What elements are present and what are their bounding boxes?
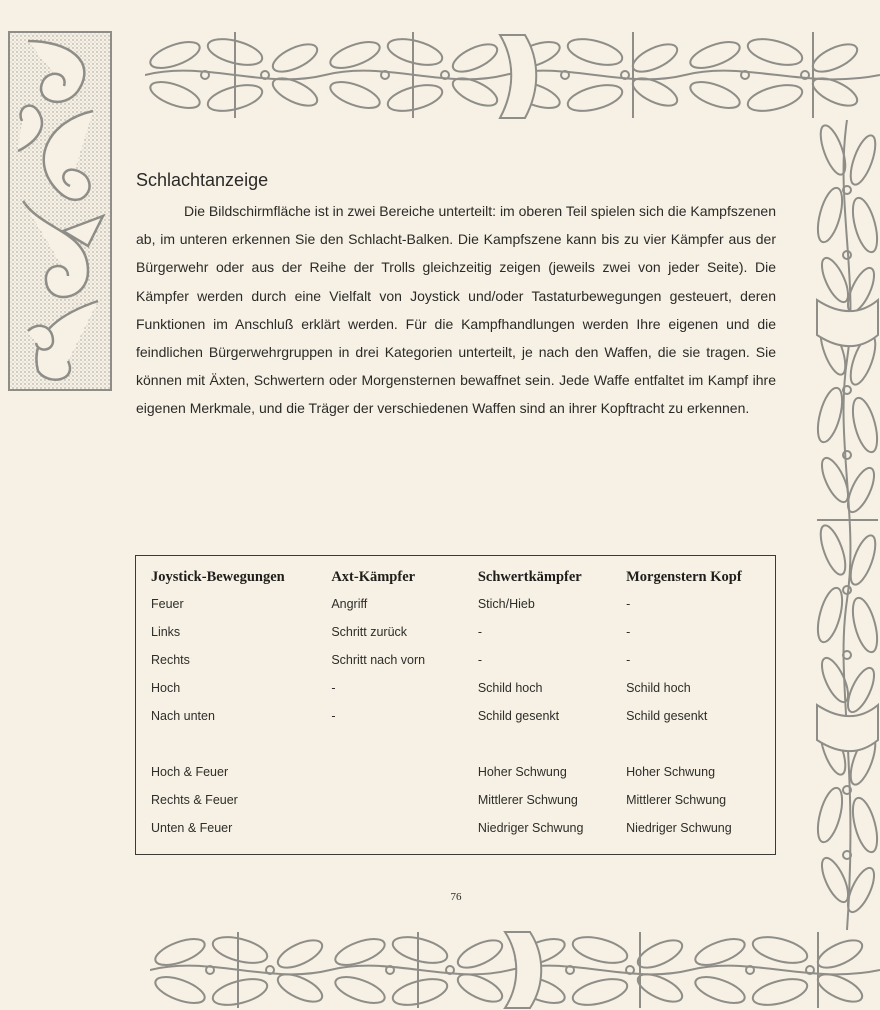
section-paragraph: Die Bildschirmfläche ist in zwei Bereiche unterteilt: im oberen Teil spielen sich die Kampfszenen ab, im unteren erkennen Sie den Schlacht-Balken. Die Kampfszene kann bis zu vier Kämpfer aus der Bürgerwehr oder aus der Reihe der Trolls gleichzeitig zeigen (jeweils zwei von jeder Seite). Die Kämpfer werden durch eine Vielfalt von Joystick und/oder Tastaturbewegungen gesteuert, deren Funktionen im Anschluß erklärt werden. Für die Kampfhandlungen werden Ihre eigenen und die feindlichen Bürgerwehrgruppen in drei Kategorien unterteilt, je nach den Waffen, die sie tragen. Sie können mit Äxten, Schwertern oder Morgensternen bewaffnet sein. Jede Waffe entfaltet im Kampf ihre eigenen Merkmale, und die Träger der verschiedenen Waffen sind an ihrer Kopftracht zu erkennen. (136, 203, 776, 417)
cell: Niedriger Schwung (477, 821, 584, 835)
cell: - (477, 625, 482, 639)
cell: - (626, 653, 631, 667)
cell: Stich/Hieb (477, 597, 535, 611)
section-heading: Schlachtanzeige (136, 170, 269, 190)
cell: Feuer (151, 597, 184, 611)
header-joystick: Joystick-Bewegungen (151, 568, 285, 585)
cell: Schild gesenkt (626, 709, 708, 723)
cell: - (626, 625, 631, 639)
cell: Hoch (151, 681, 181, 695)
header-morningstar: Morgenstern Kopf (626, 568, 742, 585)
cell: Hoch & Feuer (151, 765, 229, 779)
table-row (151, 814, 775, 842)
table-row (151, 674, 775, 702)
cell: - (626, 597, 631, 611)
page-number: 76 (450, 891, 462, 903)
table-row (151, 646, 775, 674)
cell: Mittlerer Schwung (477, 793, 578, 807)
cell: - (477, 653, 482, 667)
bottom-leaf-border (150, 930, 880, 1010)
cell: - (331, 709, 336, 723)
cell: Rechts & Feuer (151, 793, 238, 807)
cell: Angriff (331, 597, 368, 611)
cell: Nach unten (151, 709, 215, 723)
table-row (151, 702, 775, 730)
controls-grid (151, 564, 775, 842)
table-row (151, 786, 775, 814)
cell: Niedriger Schwung (626, 821, 732, 835)
header-axe: Axt-Kämpfer (331, 568, 416, 585)
header-sword: Schwertkämpfer (477, 568, 582, 585)
cell: Hoher Schwung (477, 765, 567, 779)
cell (331, 814, 478, 842)
cell: Schild hoch (626, 681, 691, 695)
cell: Schild hoch (477, 681, 543, 695)
cell: Schritt nach vorn (331, 653, 426, 667)
cell: Schild gesenkt (477, 709, 560, 723)
cell (331, 786, 478, 814)
cell: Mittlerer Schwung (626, 793, 727, 807)
cell (331, 758, 478, 786)
top-leaf-border (145, 30, 880, 120)
table-row (151, 758, 775, 786)
table-spacer-row (151, 730, 775, 758)
table-row (151, 618, 775, 646)
right-leaf-border (815, 120, 880, 930)
left-scroll-ornament (8, 31, 112, 391)
controls-table (135, 555, 776, 855)
table-row (151, 590, 775, 618)
cell: Hoher Schwung (626, 765, 716, 779)
cell: Rechts (151, 653, 190, 667)
table-header-row (151, 564, 775, 590)
cell: Unten & Feuer (151, 821, 233, 835)
cell: Links (151, 625, 181, 639)
cell: Schritt zurück (331, 625, 408, 639)
cell: - (331, 681, 336, 695)
